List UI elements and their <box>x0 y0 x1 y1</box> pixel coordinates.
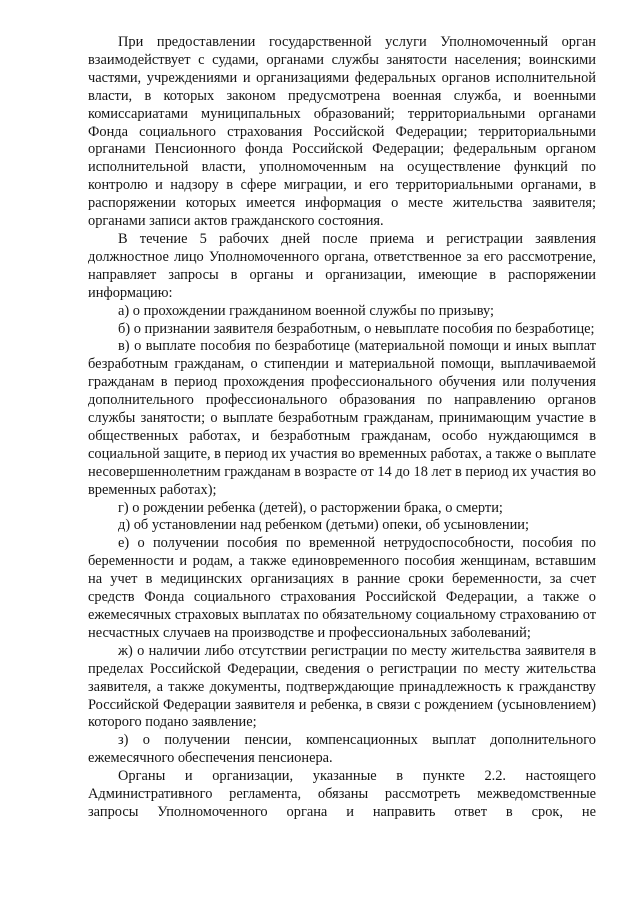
paragraph-interaction: При предоставлении государственной услуги Уполномоченный орган взаимодействует с судами, органами службы занятости населения; воинскими частями, учреждениями и организациями федеральных органов исполнительной власти, в которых законом предусмотрена военная служба, и военными комиссариатами муниципальных образований; территориальными органами Фонда социального страхования Российской Федерации; территориальными органами Пенсионного фонда Российской Федерации; федеральным органом исполнительной власти, уполномоченным на осуществление функций по контролю и надзору в сфере миграции, и его территориальными органами, в распоряжении которых имеется информация о месте жительства заявителя; органами записи актов гражданского состояния. <box>88 34 596 230</box>
list-item-a: а) о прохождении гражданином военной службы по призыву; <box>118 302 495 319</box>
list-item-zh: ж) о наличии либо отсутствии регистрации по месту жительства заявителя в пределах Российской Федерации, сведения о регистрации по месту жительства заявителя, а также документы, подтверждающие принадлежность к гражданству Российской Федерации заявителя и ребенка, в связи с рождением (усыновлением) которого подано заявление; <box>88 642 596 731</box>
paragraph-requests: В течение 5 рабочих дней после приема и регистрации заявления должностное лицо Уполномоченного органа, ответственное за его рассмотрение, направляет запросы в органы и организации, имеющие в распоряжении информацию: <box>88 230 596 301</box>
document-page <box>88 34 596 822</box>
list-item-d: д) об установлении над ребенком (детьми) опеки, об усыновлении; <box>118 517 529 534</box>
list-item-b: б) о признании заявителя безработным, о невыплате пособия по безработице; <box>118 320 595 337</box>
list-item-z: з) о получении пенсии, компенсационных выплат дополнительного ежемесячного обеспечения пенсионера. <box>88 732 596 767</box>
paragraph-organizations: Органы и организации, указанные в пункте 2.2. настоящего Административного регламента, обязаны рассмотреть межведомственные запросы Уполномоченного органа и направить ответ в срок, не <box>88 768 596 820</box>
list-item-g: г) о рождении ребенка (детей), о расторжении брака, о смерти; <box>118 499 503 516</box>
list-item-v: в) о выплате пособия по безработице (материальной помощи и иных выплат безработным гражданам, о стипендии и материальной помощи, выплачиваемой гражданам в период прохождения профессионального обучения или получения дополнительного профессионального образования по направлению органов службы занятости; о выплате безработным гражданам, принимающим участие в общественных работах, и безработным гражданам, особо нуждающимся в социальной защите, в период их участия во временных работах, а также о выплате несовершеннолетним гражданам в возрасте от 14 до 18 лет в период их участия во временных работах); <box>88 338 596 498</box>
list-item-e: е) о получении пособия по временной нетрудоспособности, пособия по беременности и родам, а также единовременного пособия женщинам, вставшим на учет в медицинских организациях в ранние сроки беременности, за счет средств Фонда социального страхования Российской Федерации, а также о ежемесячных страховых выплатах по обязательному социальному страхованию от несчастных случаев на производстве и профессиональных заболеваний; <box>88 535 596 641</box>
